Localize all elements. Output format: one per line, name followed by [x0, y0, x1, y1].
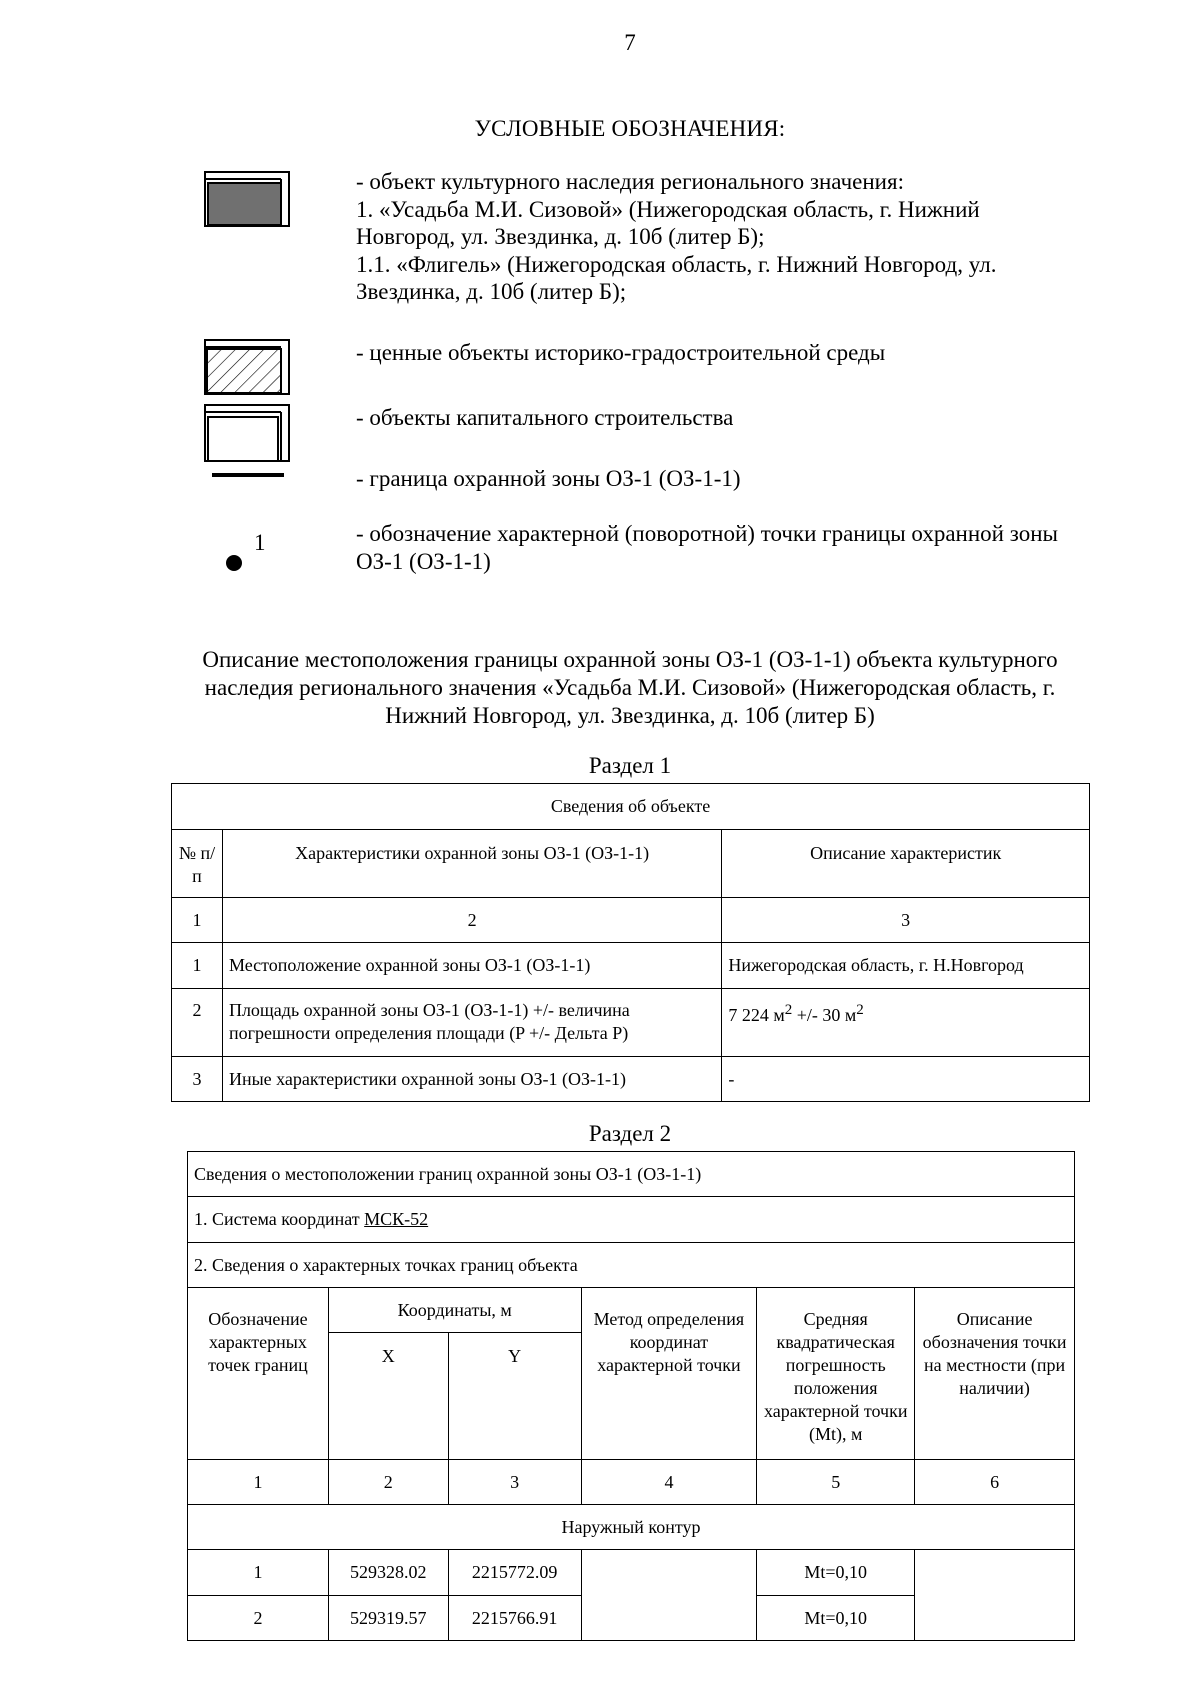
header-characteristics: Характеристики охранной зоны ОЗ-1 (ОЗ-1-1)	[222, 830, 721, 898]
header-method: Метод определения координат характерной точки	[581, 1288, 757, 1460]
hatched-object-icon	[204, 338, 292, 396]
contour-label: Наружный контур	[188, 1505, 1075, 1550]
header-x: X	[328, 1333, 448, 1460]
column-number: 3	[448, 1460, 581, 1505]
point-x: 529319.57	[328, 1596, 448, 1641]
point-id: 1	[188, 1550, 329, 1596]
table-row	[172, 943, 1090, 989]
section2-title: Раздел 2	[588, 1121, 672, 1146]
column-number: 5	[757, 1460, 915, 1505]
point-x: 529328.02	[328, 1550, 448, 1596]
zone-description	[150, 646, 1110, 730]
row-number: 3	[172, 1057, 223, 1102]
column-number: 3	[722, 898, 1090, 943]
table-row	[188, 1550, 1075, 1596]
row-name: Площадь охранной зоны ОЗ-1 (ОЗ-1-1) +/- величина погрешности определения площади (P +/- Дельта P)	[222, 989, 721, 1057]
heritage-object-icon	[204, 170, 294, 230]
description-line: Нижний Новгород, ул. Звездинка, д. 10б (литер Б)	[385, 703, 875, 728]
legend-text-line: - обозначение характерной (поворотной) точки границы охранной зоны	[356, 521, 1058, 546]
row-value: Нижегородская область, г. Н.Новгород	[722, 943, 1090, 989]
row-value	[722, 989, 1090, 1057]
area-unit-exponent: 2	[784, 1002, 793, 1018]
legend-text-line: Новгород, ул. Звездинка, д. 10б (литер Б);	[356, 224, 765, 249]
legend-item-boundary	[356, 465, 1126, 493]
legend-item-buildings	[356, 404, 1126, 432]
coordinate-system	[188, 1197, 1075, 1243]
point-marker-label: 1	[254, 530, 266, 555]
points-caption: 2. Сведения о характерных точках границ объекта	[188, 1243, 1075, 1288]
table-caption: Сведения о местоположении границ охранной зоны ОЗ-1 (ОЗ-1-1)	[188, 1152, 1075, 1197]
point-y: 2215766.91	[448, 1596, 581, 1641]
header-accuracy: Средняя квадратическая погрешность положения характерной точки (Mt), м	[757, 1288, 915, 1460]
boundary-line-icon	[210, 470, 290, 480]
coordinate-system-label: 1. Система координат	[194, 1209, 365, 1229]
point-mt: Mt=0,10	[757, 1596, 915, 1641]
header-y: Y	[448, 1333, 581, 1460]
legend-text-line: 1.1. «Флигель» (Нижегородская область, г. Нижний Новгород, ул.	[356, 251, 997, 277]
legend-item-point	[356, 520, 1126, 575]
legend-text-line: - граница охранной зоны ОЗ-1 (ОЗ-1-1)	[356, 466, 741, 491]
object-info-table	[171, 783, 1090, 1102]
tolerance-unit-exponent: 2	[856, 1002, 864, 1018]
legend-item-valuable	[356, 339, 1126, 367]
point-id: 2	[188, 1596, 329, 1641]
coordinate-system-value: МСК-52	[364, 1209, 429, 1229]
legend-title: УСЛОВНЫЕ ОБОЗНАЧЕНИЯ:	[474, 116, 786, 141]
point-description-cell	[915, 1550, 1075, 1641]
column-number: 2	[222, 898, 721, 943]
table-row	[172, 1057, 1090, 1102]
area-tolerance: +/- 30 м	[792, 1005, 857, 1025]
legend-text-line: - объект культурного наследия регионального значения:	[356, 169, 904, 194]
row-number: 1	[172, 943, 223, 989]
legend-item-heritage	[356, 168, 1126, 306]
area-value: 7 224 м	[728, 1005, 785, 1025]
legend-text-line: 1. «Усадьба М.И. Сизовой» (Нижегородская область, г. Нижний	[356, 196, 980, 222]
legend-text-line: ОЗ-1 (ОЗ-1-1)	[356, 548, 491, 574]
description-line: Описание местоположения границы охранной зоны ОЗ-1 (ОЗ-1-1) объекта культурного	[202, 647, 1058, 672]
point-mt: Mt=0,10	[757, 1550, 915, 1596]
header-coords: Координаты, м	[328, 1288, 581, 1333]
table-caption: Сведения об объекте	[172, 784, 1090, 830]
page-number: 7	[624, 30, 636, 55]
column-number: 1	[188, 1460, 329, 1505]
column-number: 2	[328, 1460, 448, 1505]
header-point: Обозначение характерных точек границ	[188, 1288, 329, 1460]
row-number: 2	[172, 989, 223, 1057]
row-value: -	[722, 1057, 1090, 1102]
legend-text-line: - объекты капитального строительства	[356, 405, 734, 430]
header-point-description: Описание обозначения точки на местности (при наличии)	[915, 1288, 1075, 1460]
description-line: наследия регионального значения «Усадьба М.И. Сизовой» (Нижегородская область, г.	[204, 675, 1056, 700]
column-number: 4	[581, 1460, 757, 1505]
row-name: Местоположение охранной зоны ОЗ-1 (ОЗ-1-1)	[222, 943, 721, 989]
legend-text-line: - ценные объекты историко-градостроительной среды	[356, 340, 886, 365]
row-name: Иные характеристики охранной зоны ОЗ-1 (ОЗ-1-1)	[222, 1057, 721, 1102]
point-marker-icon	[224, 553, 244, 573]
boundary-points-table	[187, 1151, 1075, 1641]
column-number: 6	[915, 1460, 1075, 1505]
section1-title: Раздел 1	[588, 753, 672, 778]
header-description: Описание характеристик	[722, 830, 1090, 898]
method-cell	[581, 1550, 757, 1641]
header-number: № п/п	[172, 830, 223, 898]
table-row	[172, 989, 1090, 1057]
building-outline-icon	[204, 403, 292, 463]
point-y: 2215772.09	[448, 1550, 581, 1596]
legend-text-line: Звездинка, д. 10б (литер Б);	[356, 279, 627, 304]
column-number: 1	[172, 898, 223, 943]
